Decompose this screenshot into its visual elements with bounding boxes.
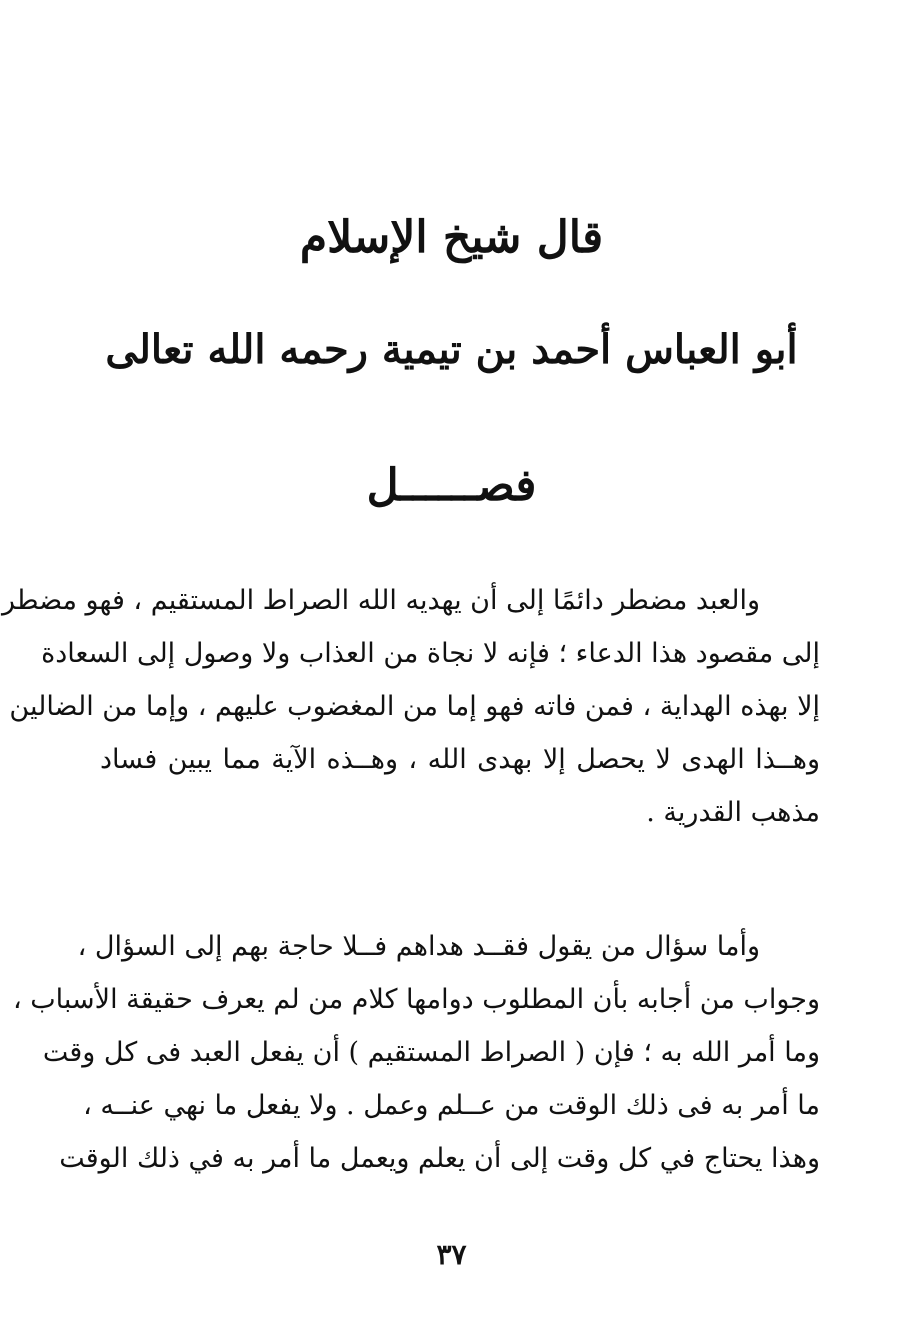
section-heading: فصــــــل — [366, 460, 537, 511]
page-number: ٣٧ — [436, 1238, 467, 1271]
title-line-1: قال شيخ الإسلام — [299, 212, 604, 263]
paragraph-2 — [12, 920, 820, 1185]
paragraph-line: وهــذا الهدى لا يحصل إلا بهدى الله ، وهــذه الآية مما يبين فساد — [100, 744, 820, 775]
paragraph-line: ما أمر به فى ذلك الوقت من عــلم وعمل . ولا يفعل ما نهي عنــه ، — [83, 1090, 820, 1121]
title-line-2: أبو العباس أحمد بن تيمية رحمه الله تعالى — [105, 326, 798, 373]
paragraph-line: والعبد مضطر دائمًا إلى أن يهديه الله الصراط المستقيم ، فهو مضطر — [2, 585, 760, 616]
paragraph-line: إلا بهذه الهداية ، فمن فاته فهو إما من المغضوب عليهم ، وإما من الضالين — [9, 691, 820, 722]
paragraph-1 — [2, 574, 820, 839]
paragraph-line: وما أمر الله به ؛ فإن ( الصراط المستقيم ) أن يفعل العبد فى كل وقت — [42, 1037, 820, 1068]
paragraph-line: إلى مقصود هذا الدعاء ؛ فإنه لا نجاة من العذاب ولا وصول إلى السعادة — [41, 638, 820, 669]
paragraph-line: وجواب من أجابه بأن المطلوب دوامها كلام من لم يعرف حقيقة الأسباب ، — [12, 984, 820, 1015]
paragraph-line: مذهب القدرية . — [646, 797, 820, 828]
paragraph-line: وهذا يحتاج في كل وقت إلى أن يعلم ويعمل ما أمر به في ذلك الوقت — [59, 1143, 820, 1174]
paragraph-line: وأما سؤال من يقول فقــد هداهم فــلا حاجة بهم إلى السؤال ، — [77, 931, 760, 962]
